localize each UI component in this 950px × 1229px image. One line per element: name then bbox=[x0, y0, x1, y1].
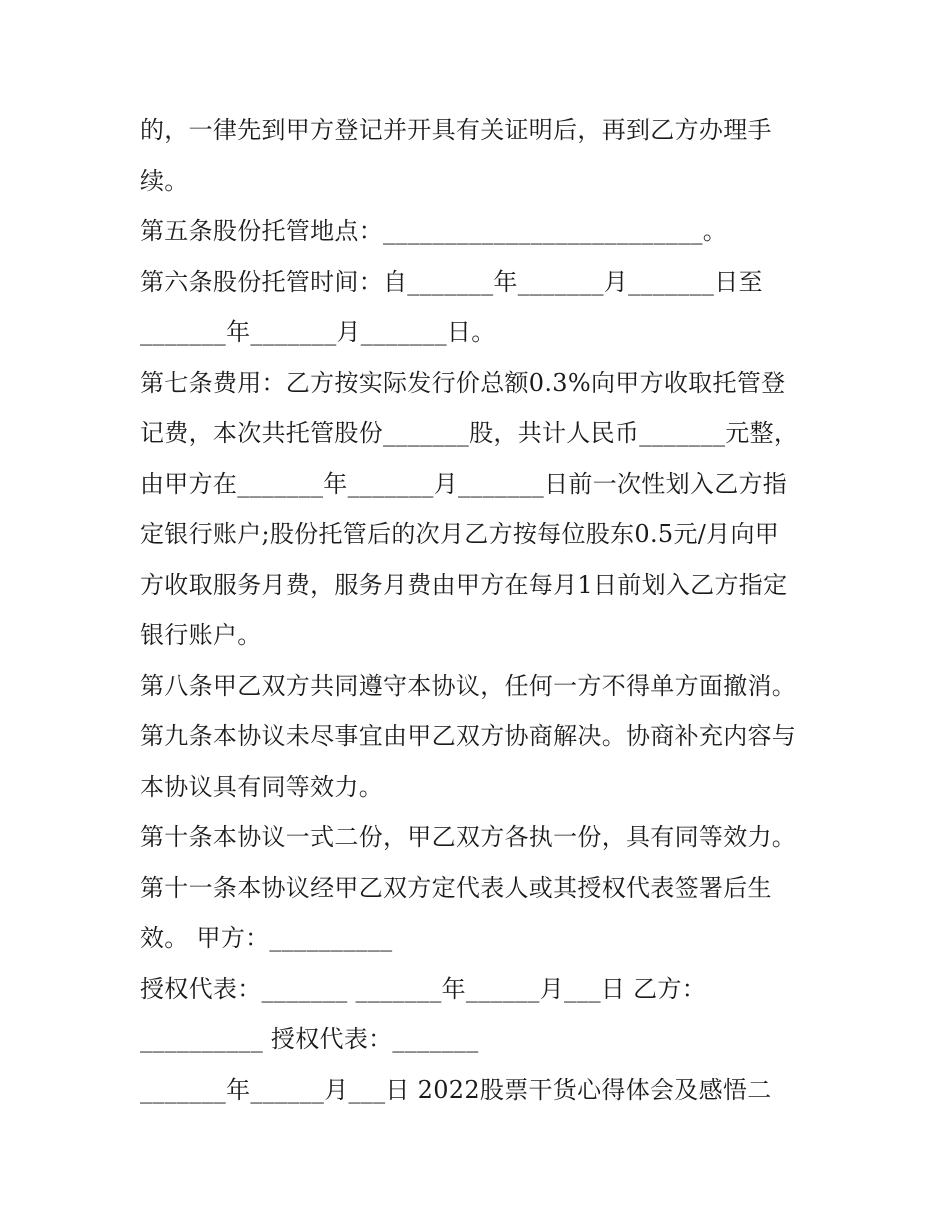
text-line: 记费，本次共托管股份_______股，共计人民币_______元整， bbox=[140, 419, 799, 447]
clause-7-fees: 第七条费用：乙方按实际发行价总额0.3%向甲方收取托管登 bbox=[140, 368, 786, 397]
text-line: 定银行账户;股份托管后的次月乙方按每位股东0.5元/月向甲 bbox=[140, 520, 780, 548]
party-b-signature-line: __________ 授权代表：_______ bbox=[140, 1025, 479, 1053]
text-line: 由甲方在_______年_______月_______日前一次性划入乙方指 bbox=[140, 469, 788, 498]
clause-5-custody-location: 第五条股份托管地点：__________________________。 bbox=[140, 217, 728, 245]
clause-11-effectiveness: 第十一条本协议经甲乙双方定代表人或其授权代表签署后生 bbox=[140, 873, 772, 902]
document-body bbox=[140, 105, 820, 1115]
text-line: 银行账户。 bbox=[140, 621, 262, 649]
clause-8-compliance: 第八条甲乙双方共同遵守本协议，任何一方不得单方面撤消。 bbox=[140, 671, 797, 700]
text-line: 的，一律先到甲方登记并开具有关证明后，再到乙方办理手 bbox=[140, 116, 772, 144]
clause-9-unresolved-matters: 第九条本协议未尽事宜由甲乙双方协商解决。协商补充内容与 bbox=[140, 722, 797, 750]
closing-line: _______年______月___日 2022股票干货心得体会及感悟二 bbox=[140, 1075, 772, 1104]
text-line: _______年_______月_______日。 bbox=[140, 318, 496, 346]
text-line: 续。 bbox=[140, 166, 189, 195]
text-line: 本协议具有同等效力。 bbox=[140, 772, 383, 801]
signature-date-line: 授权代表：_______ _______年______月___日 乙方： bbox=[140, 974, 707, 1003]
clause-10-copies: 第十条本协议一式二份，甲乙双方各执一份，具有同等效力。 bbox=[140, 823, 797, 851]
clause-6-custody-period: 第六条股份托管时间：自_______年_______月_______日至 bbox=[140, 267, 763, 296]
party-a-signature-line: 效。 甲方：__________ bbox=[140, 924, 393, 952]
text-line: 方收取服务月费，服务月费由甲方在每月1日前划入乙方指定 bbox=[140, 570, 788, 599]
